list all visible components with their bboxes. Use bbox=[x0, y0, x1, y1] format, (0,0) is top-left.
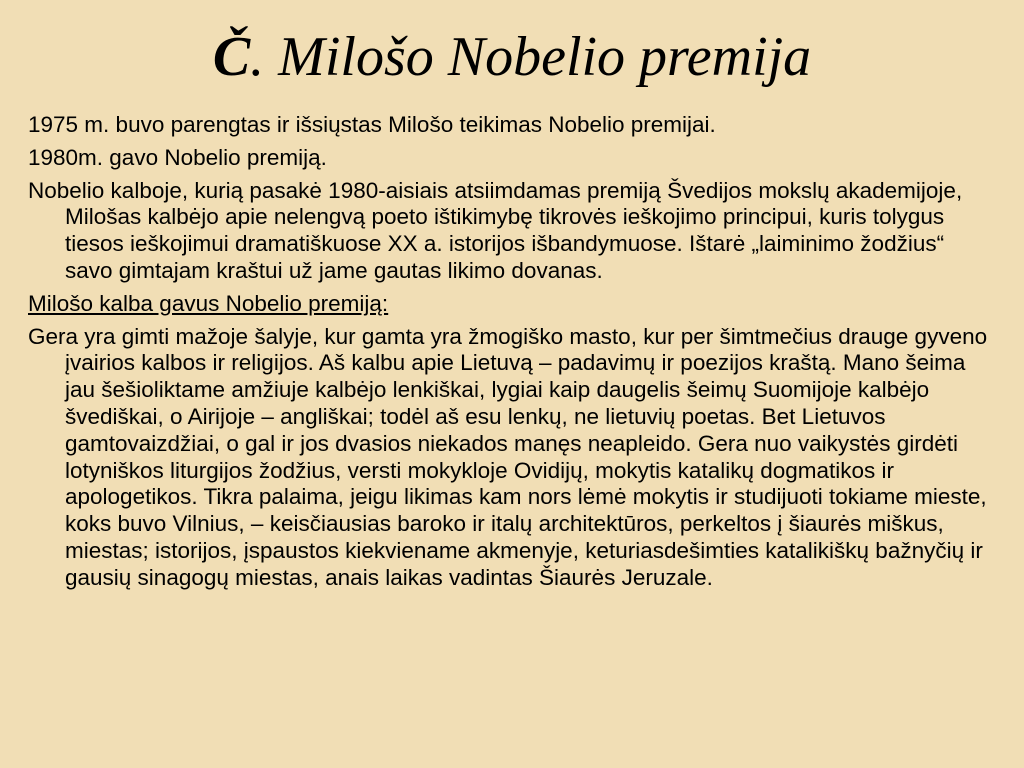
paragraph-speech-heading-text: Milošo kalba gavus Nobelio premiją: bbox=[28, 290, 389, 316]
paragraph-received-prize bbox=[28, 145, 996, 172]
paragraph-nobel-lecture-text: Nobelio kalboje, kurią pasakė 1980-aisiais atsiimdamas premiją Švedijos mokslų akademijoje, Milošas kalbėjo apie nelengvą poeto ištikimybę tikrovės ieškojimo principui, kuris tolygus tiesos ieškojimui dramatiškuose XX a. istorijos išbandymuose. Ištarė „laiminimo žodžius“ savo gimtajam kraštui už jame gautas likimo dovanas. bbox=[28, 177, 963, 283]
title-first-letter: Č bbox=[212, 26, 251, 88]
paragraph-speech-quote bbox=[28, 324, 996, 592]
slide-title bbox=[0, 22, 1024, 92]
paragraph-speech-quote-text: Gera yra gimti mažoje šalyje, kur gamta yra žmogiško masto, kur per šimtmečius drauge gyveno įvairios kalbos ir religijos. Aš kalbu apie Lietuvą – padavimų ir poezijos kraštą. Mano šeima jau šešioliktame amžiuje kalbėjo lenkiškai, lygiai kaip daugelis šeimų Suomijoje kalbėjo švediškai, o Airijoje – angliškai; todėl aš esu lenkų, ne lietuvių poetas. Bet Lietuvos gamtovaizdžiai, o gal ir jos dvasios niekados manęs neapleido. Gera nuo vaikystės girdėti lotyniškos liturgijos žodžius, versti mokykloje Ovidijų, mokytis katalikų dogmatikos ir apologetikos. Tikra palaima, jeigu likimas kam nors lėmė mokytis ir studijuoti tokiame mieste, koks buvo Vilnius, – keisčiausias baroko ir italų architektūros, perkeltos į šiaurės miškus, miestas; istorijos, įspaustos kiekviename akmenyje, keturiasdešimties katalikiškų bažnyčių ir gausių sinagogų miestas, anais laikas vadintas Šiaurės Jeruzale. bbox=[28, 323, 988, 590]
paragraph-nobel-lecture bbox=[28, 178, 996, 285]
paragraph-speech-heading bbox=[28, 291, 996, 318]
paragraph-received-prize-text: 1980m. gavo Nobelio premiją. bbox=[28, 144, 327, 170]
paragraph-nomination bbox=[28, 112, 996, 139]
paragraph-nomination-text: 1975 m. buvo parengtas ir išsiųstas Milošo teikimas Nobelio premijai. bbox=[28, 112, 716, 137]
slide-body bbox=[28, 112, 996, 598]
title-rest: . Milošo Nobelio premija bbox=[250, 26, 812, 88]
